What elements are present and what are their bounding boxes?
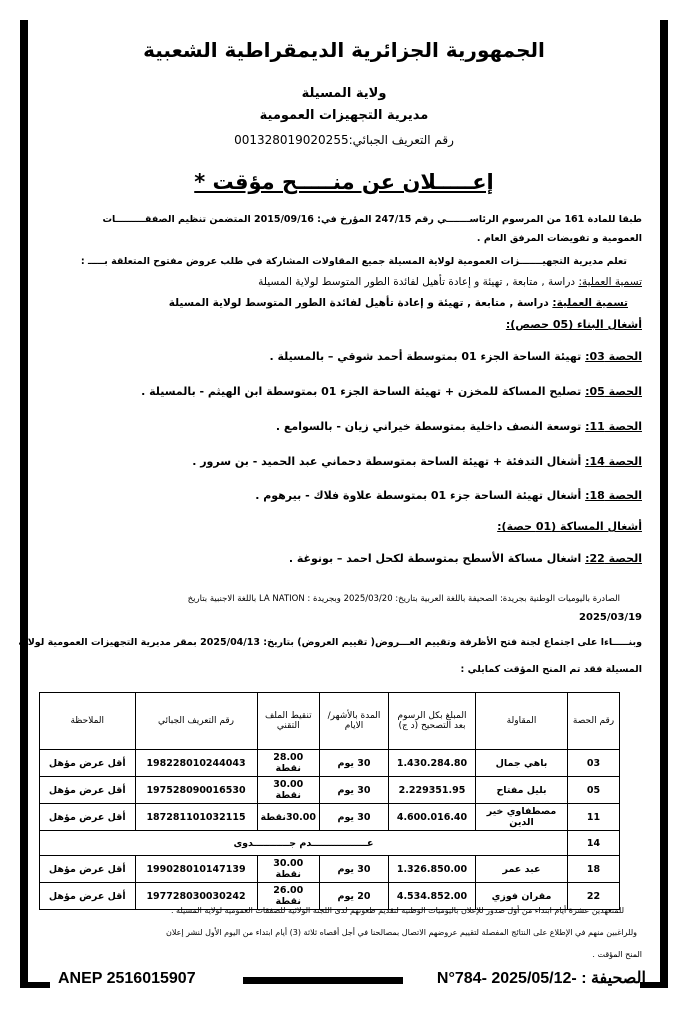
col-duration: المدة بالأشهر/ الايام (320, 693, 389, 750)
amount: 1.430.284.80 (389, 750, 476, 777)
table-row (40, 831, 620, 856)
technical-score: 30.00نقطة (257, 804, 319, 831)
remark: أقل عرض مؤهل (40, 856, 136, 883)
publication-line-4: المسيلة فقد تم المنح المؤقت كمايلي : (460, 664, 642, 675)
intro-line-2: العمومية و تفويضات المرفق العام . (476, 233, 642, 244)
page-frame-right (660, 20, 668, 988)
col-technical-score: تنقيط الملف التقني (257, 693, 319, 750)
announcement-title: إعـــــلان عن منـــــح مؤقت * (194, 170, 494, 194)
operation-text: دراسة , متابعة , تهيئة و إعادة تأهيل لفائدة الطور المتوسط لولاية المسيلة (258, 276, 579, 288)
amount: 1.326.850.00 (389, 856, 476, 883)
lot-number: 18 (568, 856, 620, 883)
table-row (40, 777, 620, 804)
section-building: أشغال البناء (05 حصص): (505, 318, 642, 331)
closing-line-2: وللراغبين منهم في الإطلاع على النتائج المفصلة لتقييم عروضهم الاتصال بمصالحنا في أجل أقصاه ثلاثة (3) أيام ابتداء من اليوم الأول لنشر إعلان (165, 928, 637, 937)
operation-name-1 (258, 276, 642, 288)
provisional-award-table (39, 692, 620, 910)
col-remark: الملاحظة (40, 693, 136, 750)
newspaper-reference: الصحيفة : -N°784- 2025/05/12 (436, 970, 646, 987)
lot-text: اشغال مساكة الأسطح بمتوسطة لكحل احمد – بونوغة . (288, 552, 586, 565)
lot-label: الحصة 22: (585, 552, 642, 565)
duration: 20 يوم (320, 883, 389, 910)
contractor: باهي جمال (476, 750, 568, 777)
lot-label: الحصة 11: (585, 420, 642, 433)
remark: أقل عرض مؤهل (40, 883, 136, 910)
operation-label: تسمية العملية: (578, 276, 642, 288)
contractor: مصطفاوي خير الدين (476, 804, 568, 831)
republic-heading: الجمهورية الجزائرية الديمقراطية الشعبية (143, 38, 545, 62)
section-waterproofing: أشغال المساكة (01 حصة): (497, 520, 642, 533)
lot-text: تهيئة الساحة الجزء 01 بمتوسطة أحمد شوقي – بالمسيلة . (269, 350, 586, 363)
unsuccessful-note: عـــــــــــــــــدم جـــــــــــدوى (40, 831, 568, 856)
col-tax-id: رقم التعريف الجبائي (135, 693, 257, 750)
remark: أقل عرض مؤهل (40, 750, 136, 777)
anep-reference: ANEP 2516015907 (58, 970, 196, 987)
tax-id: 197528090016530 (135, 777, 257, 804)
remark: أقل عرض مؤهل (40, 777, 136, 804)
lot-text: تصليح المساكة للمخزن + تهيئة الساحة الجزء 01 بمتوسطة ابن الهيثم - بالمسيلة . (141, 385, 586, 398)
lot-label: الحصة 14: (585, 455, 642, 468)
operation-text: دراسة , متابعة , تهيئة و إعادة تأهيل لفائدة الطور المتوسط لولاية المسيلة (168, 297, 553, 309)
publication-line-3: وبنـــــاءا على اجتماع لجنة فتح الأظرفة وتقييم العـــروض( تقييم العروض) بتاريخ: 2025/04/13 بمقر مديرية التجهيزات العمومية لولاية (18, 637, 642, 648)
duration: 30 يوم (320, 750, 389, 777)
lot-number: 11 (568, 804, 620, 831)
amount: 4.600.016.40 (389, 804, 476, 831)
publication-line-2: 2025/03/19 (579, 612, 642, 623)
contractor: مقران فوزي (476, 883, 568, 910)
closing-line-1: للمتعهدين عشرة أيام ابتداء من أول صدور للإعلان باليوميات الوطنية لتقديم طعونهم لدى اللجنة الولائية للصفقات العمومية لولاية المسيلة . (170, 906, 624, 915)
amount: 2.229351.95 (389, 777, 476, 804)
lot-text: توسعة النصف داخلية بمتوسطة خيراني زيان - بالسوامع . (275, 420, 586, 433)
lot-label: الحصة 05: (585, 385, 642, 398)
technical-score: 28.00 نقطة (257, 750, 319, 777)
contractor: بليل مفتاح (476, 777, 568, 804)
duration: 30 يوم (320, 804, 389, 831)
directorate-name: مديرية التجهيزات العمومية (259, 108, 429, 123)
amount: 4.534.852.00 (389, 883, 476, 910)
publication-line-1: الصادرة باليوميات الوطنية بجريدة: الصحيفة باللغة العربية بتاريخ: 2025/03/20 وبجريدة : LA NATION باللغة الاجنبية بتاريخ (187, 594, 620, 604)
tax-id: 187281101032115 (135, 804, 257, 831)
table-row (40, 750, 620, 777)
lot-number: 22 (568, 883, 620, 910)
tax-id: 198228010244043 (135, 750, 257, 777)
lot-text: أشغال تهيئة الساحة جزء 01 بمتوسطة علاوة فلاك - بيرهوم . (255, 489, 586, 502)
intro-line-3: تعلم مديرية التجهيـــــــزات العمومية لولاية المسيلة جميع المقاولات المشاركة في طلب عروض مفتوح المتعلقة بـــــ : (80, 256, 627, 267)
tax-id: 197728030030242 (135, 883, 257, 910)
lot-label: الحصة 03: (585, 350, 642, 363)
table-row (40, 804, 620, 831)
lot-11 (276, 420, 642, 433)
lot-text: أشغال التدفئة + تهيئة الساحة بمتوسطة دحماني عبد الحميد - بن سرور . (192, 455, 586, 468)
contractor: عبد عمر (476, 856, 568, 883)
lot-22 (289, 552, 642, 565)
lot-label: الحصة 18: (585, 489, 642, 502)
lot-03 (269, 350, 642, 363)
lot-number: 05 (568, 777, 620, 804)
lot-number: 03 (568, 750, 620, 777)
col-amount: المبلغ بكل الرسوم بعد التصحيح (د ج) (389, 693, 476, 750)
duration: 30 يوم (320, 777, 389, 804)
lot-05 (141, 385, 642, 398)
footer-bar (243, 977, 403, 984)
duration: 30 يوم (320, 856, 389, 883)
operation-label: تسمية العملية: (552, 297, 628, 309)
frame-bottom-left (20, 982, 50, 988)
table-header-row (40, 693, 620, 750)
technical-score: 26.00 نقطة (257, 883, 319, 910)
col-contractor: المقاولة (476, 693, 568, 750)
page-frame-left (20, 20, 28, 988)
table-row (40, 856, 620, 883)
col-lot-number: رقم الحصة (568, 693, 620, 750)
lot-18 (255, 489, 642, 502)
closing-line-3: المنح المؤقت . (592, 950, 642, 959)
technical-score: 30.00 نقطة (257, 777, 319, 804)
tax-id: رقم التعريف الجبائي:001328019020255 (234, 133, 454, 147)
wilaya-name: ولاية المسيلة (301, 86, 387, 101)
operation-name-2 (169, 297, 628, 309)
lot-14 (192, 455, 642, 468)
tax-id: 199028010147139 (135, 856, 257, 883)
technical-score: 30.00 نقطة (257, 856, 319, 883)
remark: أقل عرض مؤهل (40, 804, 136, 831)
intro-line-1: طبقا للمادة 161 من المرسوم الرئاســـــــي رقم 247/15 المؤرخ في: 2015/09/16 المتضمن تنظيم الصفقـــــــــات (102, 214, 642, 225)
lot-number: 14 (568, 831, 620, 856)
